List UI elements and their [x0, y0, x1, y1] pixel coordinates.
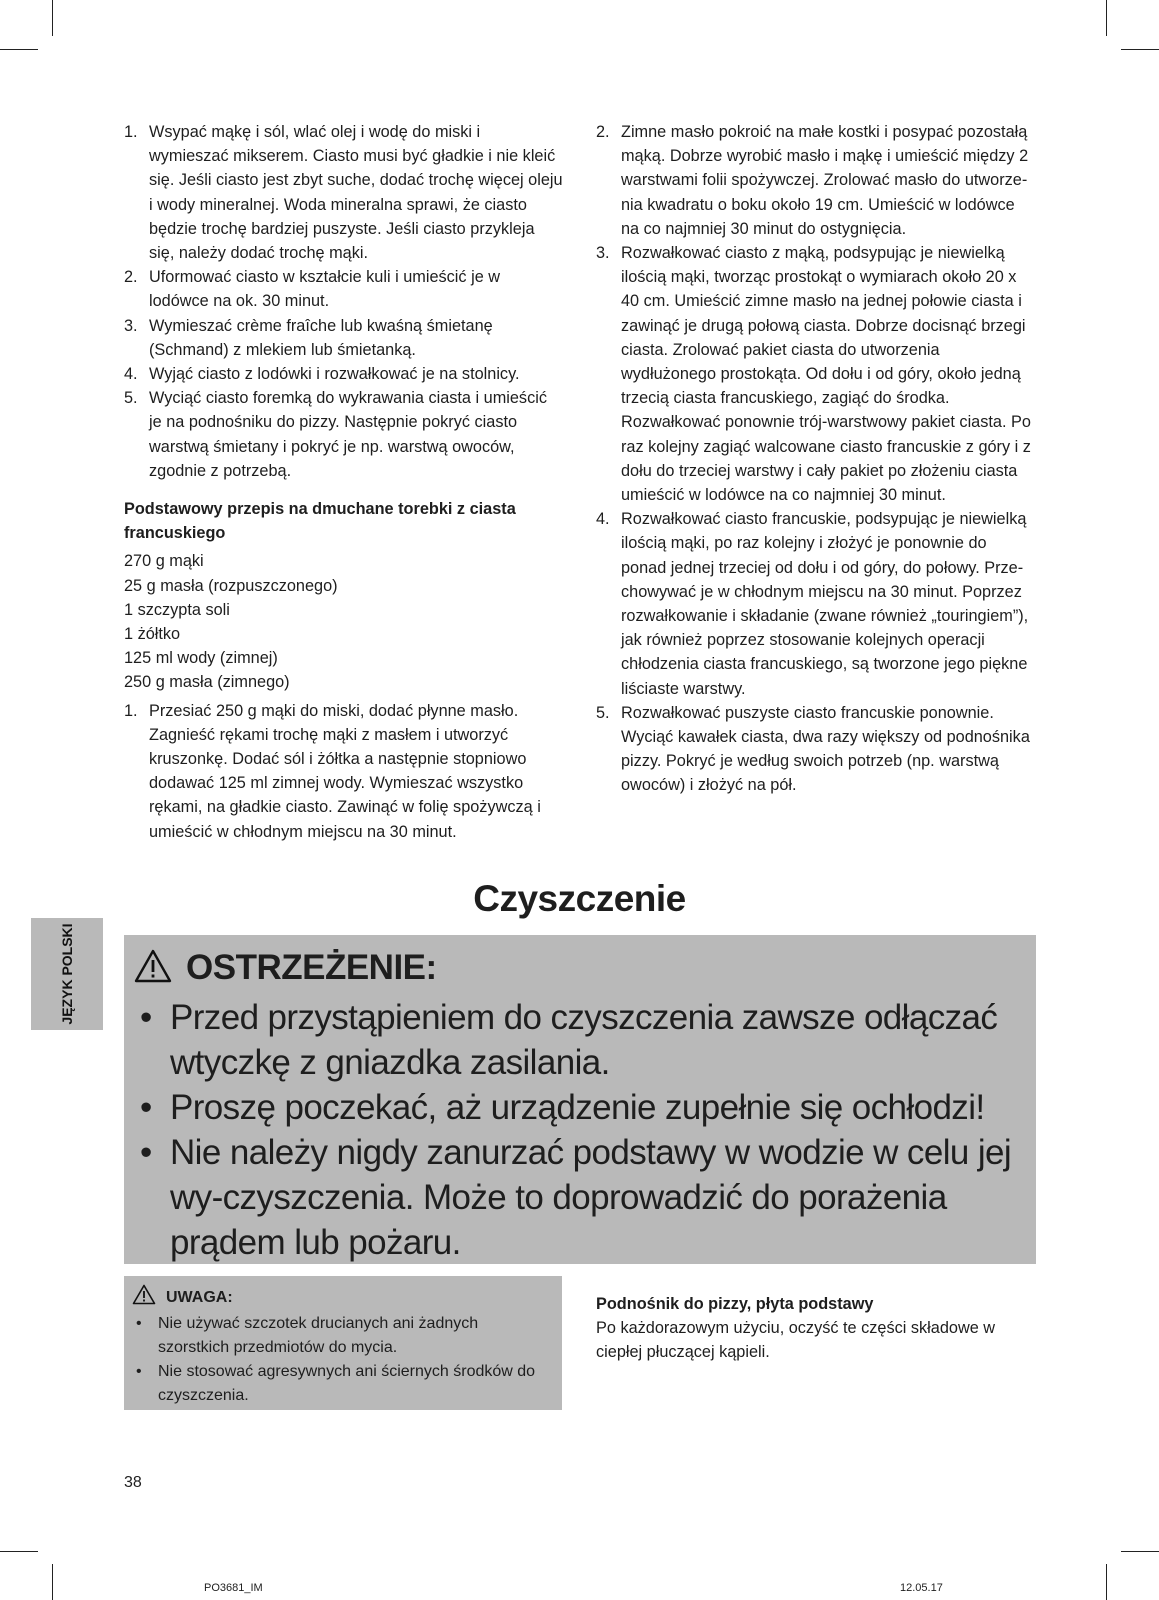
list-item	[124, 699, 564, 844]
list-item	[124, 386, 564, 483]
list-item: • Przed przystąpieniem do czyszczenia zawsze odłączać wtyczkę z gniazdka zasilania.	[140, 998, 998, 1082]
list-item	[596, 507, 1036, 701]
caution-triangle-icon	[132, 1284, 156, 1313]
step-text: Wyjąć ciasto z lodówki i rozwałkować je na stolnicy.	[149, 365, 520, 384]
step-number: 3.	[124, 316, 138, 335]
caution-box	[124, 1276, 562, 1410]
steps-list-c	[596, 120, 1036, 798]
cleaning-instructions	[596, 1292, 1036, 1365]
paragraph: Po każdorazowym użyciu, oczyść te części składowe w ciepłej płuczącej kąpieli.	[596, 1319, 996, 1362]
step-number: 5.	[596, 703, 610, 722]
ingredient: 125 ml wody (zimnej)	[124, 649, 278, 668]
list-item	[596, 120, 1036, 241]
warning-triangle-icon	[134, 949, 172, 988]
step-number: 2.	[596, 123, 610, 141]
ingredient: 270 g mąki	[124, 552, 204, 571]
list-item	[124, 265, 564, 313]
warning-label: OSTRZEŻENIE:	[186, 948, 437, 987]
step-number: 4.	[124, 365, 138, 384]
caution-text: Nie stosować agresywnych ani ściernych środków do czyszczenia.	[158, 1363, 536, 1404]
step-number: 1.	[124, 123, 138, 141]
list-item: • Nie używać szczotek drucianych ani żadnych szorstkich przedmiotów do mycia.	[136, 1315, 479, 1356]
step-number: 2.	[124, 268, 138, 287]
ingredient: 250 g masła (zimnego)	[124, 673, 290, 692]
ingredient: 1 żółtko	[124, 625, 181, 644]
caution-label: UWAGA:	[166, 1289, 233, 1306]
caution-text: Nie używać szczotek drucianych ani żadnych szorstkich przedmiotów do mycia.	[158, 1315, 479, 1356]
step-text: Wymieszać crème fraîche lub kwaśną śmietanę (Schmand) z mlekiem lub śmietanką.	[149, 316, 493, 359]
caution-list	[132, 1312, 552, 1408]
footer-doc-code: PO3681_IM	[204, 1582, 263, 1594]
list-item	[596, 241, 1036, 507]
list-item	[124, 120, 564, 265]
step-text: Rozwałkować puszyste ciasto francuskie ponownie. Wyciąć kawałek ciasta, dwa razy większy od podnośnika pizzy. Pokryć je według swoich potrzeb (np. warstwą owoców) i złożyć na pół.	[621, 703, 1030, 795]
ingredients-list	[124, 549, 564, 694]
warning-list	[134, 995, 1020, 1265]
step-text: Rozwałkować ciasto francuskie, podsypując je niewielką ilością mąki, po raz kolejny i złożyć je ponownie do ponad jednej trzeciej od dołu i od góry, do połowy. Prze-chowywać je w chłodnym miejscu na 30 minut. Poprzez rozwałkowanie i składanie (zwane również „touringiem”), jak również poprzez stosowanie kolejnych operacji chłodzenia ciasta francuskiego, są tworzone jego piękne liściaste warstwy.	[621, 510, 1029, 698]
warning-box	[124, 935, 1036, 1264]
ingredient: 25 g masła (rozpuszczonego)	[124, 576, 338, 595]
warning-header	[134, 945, 1020, 991]
step-number: 4.	[596, 510, 610, 529]
step-number: 3.	[596, 244, 610, 263]
step-text: Rozwałkować ciasto z mąką, podsypując je niewielką ilością mąki, tworząc prostokąt o wymiarach około 20 x 40 cm. Umieścić zimne masło na jednej połowie ciasta i zawinąć je drugą połową ciasta. Dobrze docisnąć brzegi ciasta. Zrolować pakiet ciasta do utworzenia wydłużonego prostokąta. Od dołu i od góry, około jedną trzecią ciasta francuskiego, zagiąć do środka. Rozwałkować ponownie trój-warstwowy pakiet ciasta. Po raz kolejny zagiąć walcowane ciasto francuskie z góry i z dołu do trzeciej warstwy i cały pakiet po złożeniu ciasta umieścić w lodówce na co najmniej 30 minut.	[621, 244, 1031, 505]
steps-list-a	[124, 120, 564, 483]
step-text: Wyciąć ciasto foremką do wykrawania ciasta i umieścić je na podnośniku do pizzy. Następnie pokryć ciasto warstwą śmietany i pokryć je np. warstwą owoców, zgodnie z potrzebą.	[149, 389, 547, 480]
subheading: Podnośnik do pizzy, płyta podstawy	[596, 1295, 874, 1313]
list-item	[596, 701, 1036, 798]
step-text: Przesiać 250 g mąki do miski, dodać płynne masło. Zagnieść rękami trochę mąki z masłem i utworzyć kruszonkę. Dodać sól i żółtka a następnie stopniowo dodawać 125 ml zimnej wody. Wymieszać wszystko rękami, na gładkie ciasto. Zawinąć w folię spożywczą i umieścić w chłodnym miejscu na 30 minut.	[149, 701, 541, 841]
warning-text: Przed przystąpieniem do czyszczenia zawsze odłączać wtyczkę z gniazdka zasilania.	[170, 998, 998, 1082]
recipe-title: Podstawowy przepis na dmuchane torebki z ciasta francuskiego	[124, 500, 516, 543]
caution-header	[132, 1284, 552, 1312]
list-item: • Nie stosować agresywnych ani ściernych środków do czyszczenia.	[136, 1363, 536, 1404]
section-title: Czyszczenie	[473, 878, 686, 919]
ingredient: 1 szczypta soli	[124, 600, 230, 619]
language-side-tab	[31, 918, 103, 1030]
warning-text: Proszę poczekać, aż urządzenie zupełnie się ochłodzi!	[170, 1088, 985, 1127]
warning-text: Nie należy nigdy zanurzać podstawy w wodzie w celu jej wy-czyszczenia. Może to doprowadzić do porażenia prądem lub pożaru.	[170, 1133, 1012, 1262]
list-item	[124, 362, 564, 386]
step-text: Wsypać mąkę i sól, wlać olej i wodę do miski i wymieszać mikserem. Ciasto musi być gładkie i nie kleić się. Jeśli ciasto jest zbyt suche, dodać trochę więcej oleju i wody mineralnej. Woda mineralna sprawi, że ciasto będzie trochę bardziej puszyste. Jeśli ciasto przykleja się, należy dodać trochę mąki.	[149, 123, 563, 263]
step-number: 5.	[124, 389, 138, 408]
list-item: • Nie należy nigdy zanurzać podstawy w wodzie w celu jej wy-czyszczenia. Może to doprowadzić do porażenia prądem lub pożaru.	[140, 1133, 1012, 1262]
steps-list-b	[124, 699, 564, 844]
page-number: 38	[124, 1474, 142, 1491]
right-column	[596, 120, 1036, 798]
step-text: Zimne masło pokroić na małe kostki i posypać pozostałą mąką. Dobrze wyrobić masło i mąkę i umieścić między 2 warstwami folii spożywczej. Zrolować masło do utworze-nia kwadratu o boku około 19 cm. Umieścić w lodówce na co najmniej 30 minut do ostygnięcia.	[621, 123, 1029, 238]
left-column	[124, 120, 564, 844]
list-item: • Proszę poczekać, aż urządzenie zupełnie się ochłodzi!	[140, 1088, 985, 1127]
footer-date: 12.05.17	[900, 1582, 943, 1594]
step-text: Uformować ciasto w kształcie kuli i umieścić je w lodówce na ok. 30 minut.	[149, 268, 501, 311]
list-item	[124, 314, 564, 362]
step-number: 1.	[124, 701, 138, 720]
language-label: JĘZYK POLSKI	[59, 923, 75, 1025]
